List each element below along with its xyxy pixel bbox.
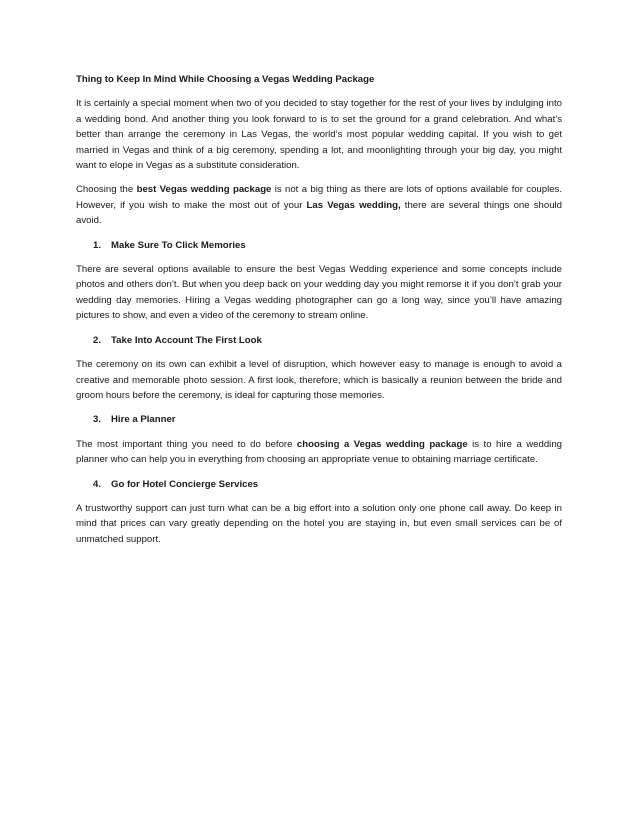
document-page bbox=[76, 72, 562, 556]
best-vegas-wedding-package-link: best Vegas wedding package bbox=[136, 184, 272, 196]
section-3-heading bbox=[76, 412, 562, 427]
section-4-number: 4. bbox=[93, 478, 102, 490]
section-1-heading bbox=[76, 238, 562, 253]
section-2-title: Take Into Account The First Look bbox=[111, 334, 262, 346]
section-4-body: A trustworthy support can just turn what can be a big effort into a solution only one phone call away. Do keep in mind that prices can vary greatly depending on the hotel you are staying in, but even small services can be of unmatched support. bbox=[76, 502, 562, 545]
section-3-text-2: is to hire a wedding planner who can help you in everything from choosing an appropriate venue to obtaining marriage certificate. bbox=[76, 438, 562, 466]
section-3-title: Hire a Planner bbox=[111, 414, 176, 426]
section-3-number: 3. bbox=[93, 414, 102, 426]
section-2-body: The ceremony on its own can exhibit a level of disruption, which however easy to manage is enough to avoid a creative and memorable photo session. A first look, therefore, which is basically a reunion between the bride and groom hours before the ceremony, is ideal for capturing those memories. bbox=[76, 359, 562, 401]
choosing-vegas-package-link: choosing a Vegas wedding package bbox=[296, 438, 468, 450]
section-1-number: 1. bbox=[93, 239, 102, 251]
section-1-body: There are several options available to ensure the best Vegas Wedding experience and some concepts include photos and others don’t. But when you deep back on your wedding day you might remorse it if you don’t grab your wedding day memories. Hiring a Vegas wedding photographer can go a long way, since you’ll have amazing pictures to show, and even a video of the ceremony to stream online. bbox=[76, 264, 562, 322]
section-4-heading bbox=[76, 477, 562, 492]
choosing-text-3: there are several things one should avoid. bbox=[76, 199, 562, 227]
choosing-paragraph bbox=[76, 182, 562, 228]
intro-paragraph: It is certainly a special moment when two of you decided to stay together for the rest of your lives by indulging into a wedding bond. And another thing you look forward to is to set the ground for a grand celebration. And what’s better than arrange the ceremony in Las Vegas, the world’s most popular wedding capital. If you wish to get married in Vegas and think of a big ceremony, spending a lot, and moonlighting through your big day, you might want to elope in Vegas as a substitute consideration. bbox=[76, 98, 562, 172]
section-3-text-1: The most important thing you need to do before bbox=[76, 438, 297, 450]
section-2-number: 2. bbox=[93, 334, 102, 346]
choosing-text-1: Choosing the bbox=[76, 184, 137, 196]
section-3-body bbox=[76, 437, 562, 468]
document-title: Thing to Keep In Mind While Choosing a Vegas Wedding Package bbox=[76, 74, 375, 85]
section-1-title: Make Sure To Click Memories bbox=[111, 239, 246, 251]
choosing-text-2: is not a big thing as there are lots of options available for couples. However, if you wish to make the most out of your bbox=[76, 184, 562, 211]
las-vegas-wedding-link: Las Vegas wedding, bbox=[306, 199, 401, 211]
section-4-title: Go for Hotel Concierge Services bbox=[111, 478, 259, 490]
section-2-heading bbox=[76, 333, 562, 348]
